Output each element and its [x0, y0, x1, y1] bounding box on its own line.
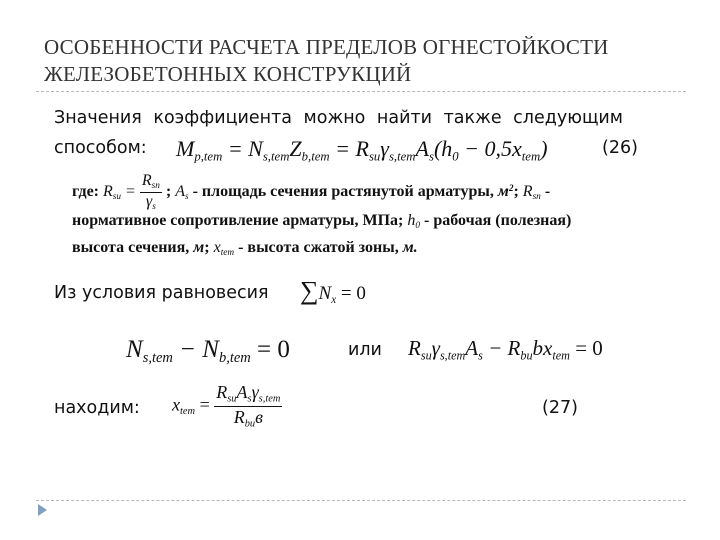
or-label: или — [348, 340, 382, 360]
title-line-1: ОСОБЕННОСТИ РАСЧЕТА ПРЕДЕЛОВ ОГНЕСТОЙКОСТИ — [44, 35, 609, 59]
where-line-2: нормативное сопротивление арматуры, МПа; $h_0$ - рабочая (полезная) — [72, 212, 572, 232]
bullet-arrow-icon — [38, 504, 47, 516]
sum-formula: $\sum N_x = 0$ — [300, 276, 366, 306]
find-label: находим: — [54, 398, 140, 418]
paragraph-line-2: способом: — [54, 138, 147, 158]
where-line-1: где: $R_{su}$ = $\frac{R_{sn}}{\gamma_s}$ ; $A_s$ - площадь сечения растянутой арматуры, $м^2$; $R_{sn}$ - — [72, 172, 551, 213]
title-divider — [36, 91, 686, 92]
where-line-3: высота сечения, м; $x_{tem}$ - высота сжатой зоны, м. — [72, 239, 418, 259]
equilibrium-formula-left: $N_{s,tem} - N_{b,tem} = 0$ — [126, 336, 290, 367]
equation-number-26: (26) — [602, 138, 638, 158]
title-line-2: ЖЕЛЕЗОБЕТОННЫХ КОНСТРУКЦИЙ — [44, 62, 412, 86]
paragraph-line-1: Значения коэффициента можно найти также следующим — [54, 108, 624, 128]
formula-27: $x_{tem}$ = $\frac{R_{su}A_s\gamma_{s,tem}}{R_{bu}в}$ — [172, 382, 281, 430]
equation-number-27: (27) — [542, 398, 578, 418]
formula-26: $M_{p,tem} = N_{s,tem}Z_{b,tem} = R_{su}\gamma_{s,tem}A_s(h_0 - 0,5x_{tem})$ — [176, 136, 548, 164]
equilibrium-formula-right: $R_{su}\gamma_{s,tem}A_s - R_{bu}bx_{tem} = 0$ — [408, 336, 603, 363]
equilibrium-label: Из условия равновесия — [54, 283, 269, 303]
page-title — [44, 34, 684, 88]
bottom-divider — [36, 500, 686, 501]
